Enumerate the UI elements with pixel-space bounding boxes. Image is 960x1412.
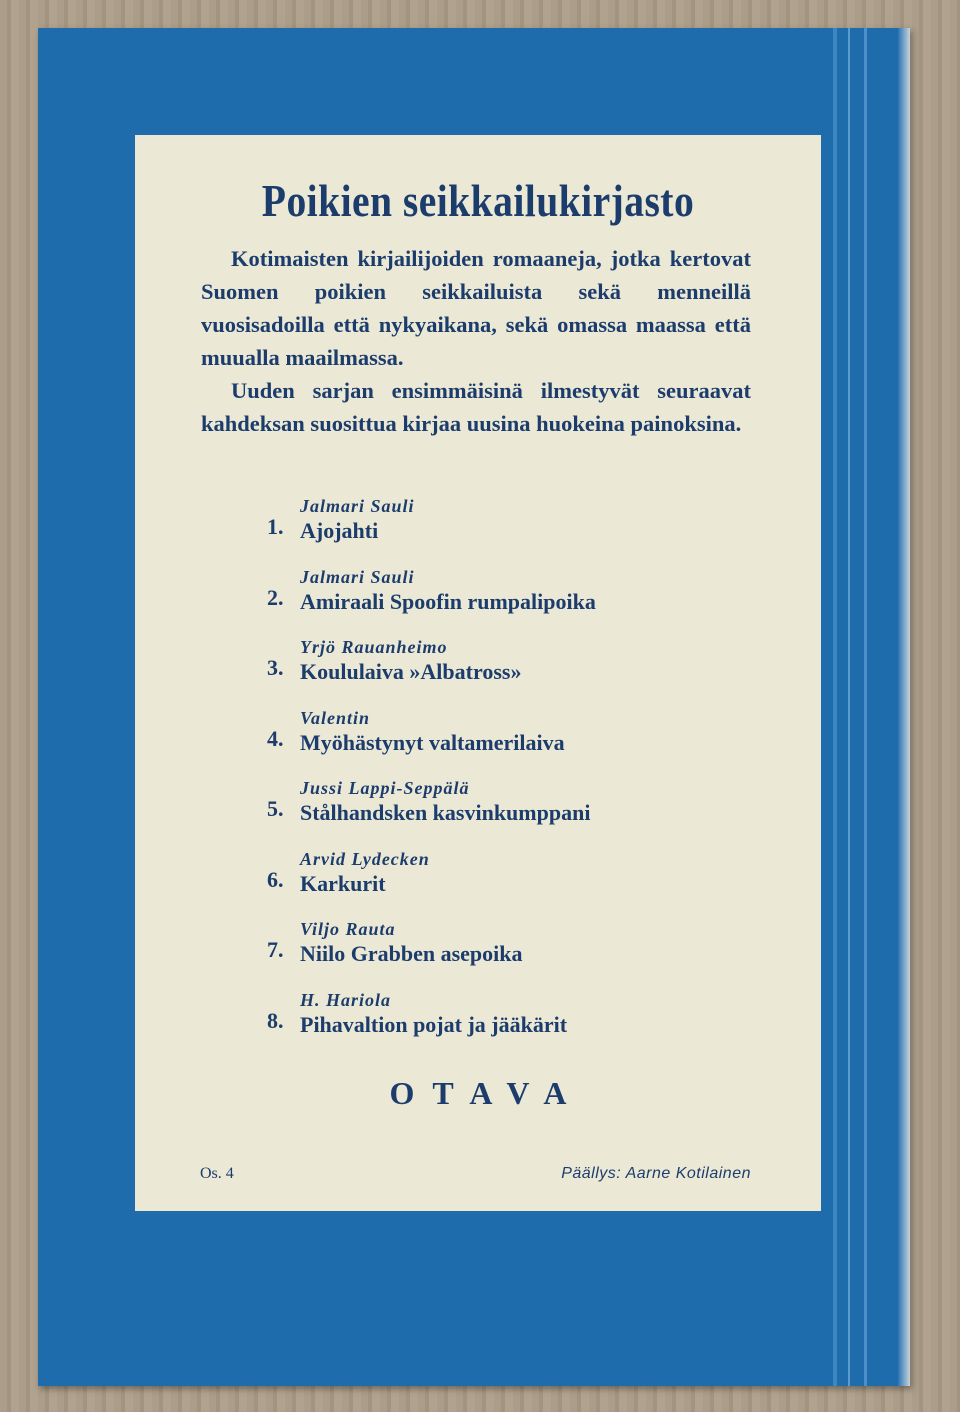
publisher-name: OTAVA xyxy=(389,1075,585,1111)
item-author: H. Hariola xyxy=(300,989,392,1010)
item-number: 3. xyxy=(267,655,284,680)
cover-credit: Päällys: Aarne Kotilainen xyxy=(561,1165,751,1182)
spine-line xyxy=(848,28,850,1386)
item-author: Yrjö Rauanheimo xyxy=(300,637,448,657)
series-code: Os. 4 xyxy=(200,1165,234,1182)
description xyxy=(201,242,751,440)
item-number: 6. xyxy=(267,866,284,892)
item-number: 5. xyxy=(267,796,284,821)
spine-line xyxy=(833,28,837,1386)
description-paragraph: Uuden sarjan ensimmäisinä ilmestyvät seuraavat kahdeksan suosittua kirjaa uusina huokeina painoksina. xyxy=(201,378,751,436)
item-author: Arvid Lydecken xyxy=(300,848,430,869)
spine-line xyxy=(864,28,867,1386)
item-author: Jalmari Sauli xyxy=(300,566,415,587)
description-paragraph: Kotimaisten kirjailijoiden romaaneja, jotka kertovat Suomen poikien seikkailuista sekä menneillä vuosisadoilla että nykyaikana, sekä omassa maassa että muualla maailmassa. xyxy=(201,246,751,370)
item-title: Karkurit xyxy=(300,870,386,896)
cover-label xyxy=(135,135,821,1211)
item-number: 2. xyxy=(267,584,284,610)
item-author: Jussi Lappi-Seppälä xyxy=(300,778,470,798)
item-title: Ajojahti xyxy=(300,518,379,543)
item-title: Amiraali Spoofin rumpalipoika xyxy=(300,588,596,614)
item-author: Jalmari Sauli xyxy=(300,496,415,516)
item-title: Myöhästynyt valtamerilaiva xyxy=(300,729,565,755)
item-number: 7. xyxy=(267,937,284,962)
item-author: Viljo Rauta xyxy=(300,919,396,939)
item-title: Niilo Grabben asepoika xyxy=(300,941,523,966)
item-title: Stålhandsken kasvinkumppani xyxy=(300,800,591,825)
item-number: 1. xyxy=(267,514,284,539)
item-title: Pihavaltion pojat ja jääkärit xyxy=(300,1011,568,1037)
item-number: 8. xyxy=(267,1007,284,1033)
page-edge xyxy=(898,28,910,1386)
item-title: Koululaiva »Albatross» xyxy=(300,659,522,684)
series-title: Poikien seikkailukirjasto xyxy=(261,176,695,226)
item-number: 4. xyxy=(267,725,284,751)
item-author: Valentin xyxy=(300,707,371,728)
